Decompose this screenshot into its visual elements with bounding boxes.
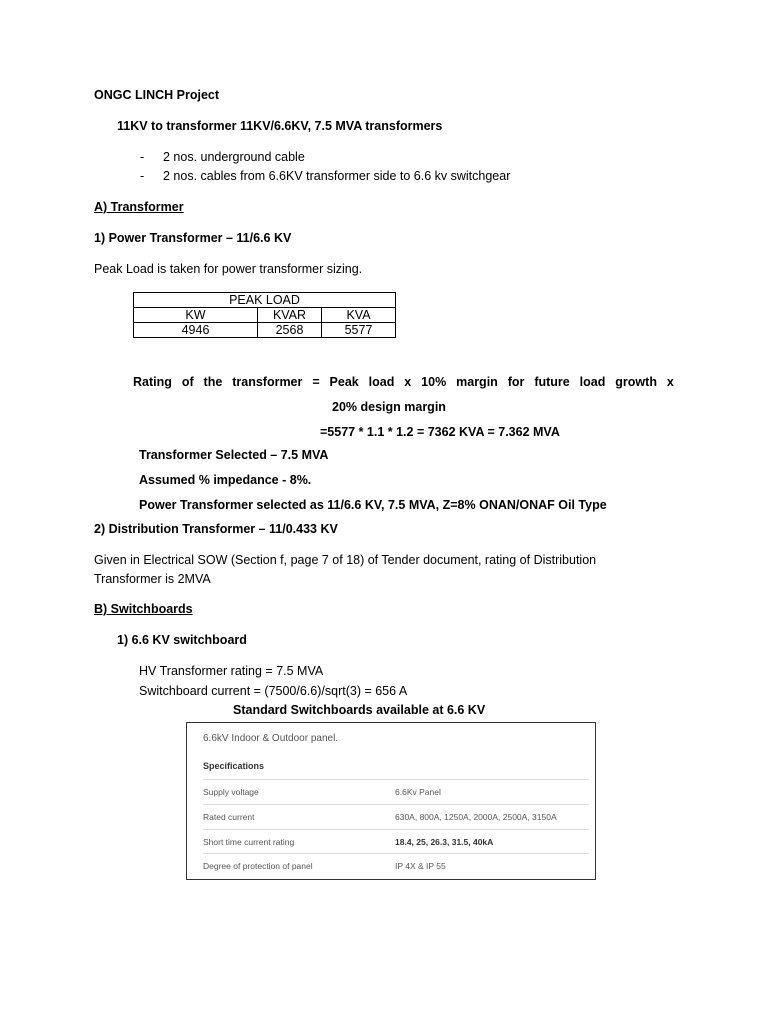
table-row [203, 779, 589, 804]
column-kw: KW [134, 308, 258, 323]
hv-rating: HV Transformer rating = 7.5 MVA [139, 664, 324, 678]
bullet-text-2: 2 nos. cables from 6.6KV transformer side to 6.6 kv switchgear [163, 169, 511, 183]
table-header-row [134, 293, 396, 308]
rating-formula-line2: 20% design margin [332, 400, 446, 414]
table-row [203, 829, 589, 854]
value-kvar: 2568 [258, 323, 322, 338]
column-kvar: KVAR [258, 308, 322, 323]
spec-panel-subtitle: Specifications [203, 761, 265, 771]
distribution-text-1: Given in Electrical SOW (Section f, page 7 of 18) of Tender document, rating of Distribution [94, 553, 597, 567]
rating-word: growth [615, 375, 657, 389]
spec-value: IP 4X & IP 55 [395, 861, 446, 871]
rating-word: Rating [133, 375, 172, 389]
spec-key: Degree of protection of panel [203, 861, 313, 871]
selected-value: 11/6.6 KV, 7.5 MVA, Z=8% ONAN/ONAF Oil Type [327, 498, 607, 512]
rating-word: x [666, 375, 674, 389]
value-kva: 5577 [322, 323, 396, 338]
spec-key: Supply voltage [203, 787, 259, 797]
table-row [134, 323, 396, 338]
table-row [203, 804, 589, 829]
spec-panel-image [186, 722, 596, 880]
rating-word: Peak [329, 375, 359, 389]
rating-formula-line [133, 375, 674, 389]
rating-word: transformer [232, 375, 303, 389]
spec-value: 630A, 800A, 1250A, 2000A, 2500A, 3150A [395, 812, 557, 822]
section-a-heading: A) Transformer [94, 200, 184, 214]
spec-panel-title: 6.6kV Indoor & Outdoor panel. [203, 733, 339, 744]
table-row [203, 853, 589, 878]
rating-word: 10% [421, 375, 447, 389]
transformer-selected: Transformer Selected – 7.5 MVA [139, 448, 329, 462]
switchboard-heading: 1) 6.6 KV switchboard [117, 633, 247, 647]
selected-prefix: Power Transformer selected as [139, 498, 328, 512]
rating-word: for [507, 375, 525, 389]
spec-value: 6.6Kv Panel [395, 787, 441, 797]
rating-calculation: =5577 * 1.1 * 1.2 = 7362 KVA = 7.362 MVA [320, 425, 560, 439]
rating-word: x [404, 375, 412, 389]
peak-load-note: Peak Load is taken for power transformer sizing. [94, 262, 363, 276]
spec-key: Short time current rating [203, 837, 295, 847]
spec-value: 18.4, 25, 26.3, 31.5, 40kA [395, 837, 494, 847]
rating-word: load [579, 375, 606, 389]
rating-word: load [368, 375, 395, 389]
rating-word: future [534, 375, 570, 389]
bullet-dash-2: - [140, 169, 145, 183]
column-kva: KVA [322, 308, 396, 323]
rating-word: = [312, 375, 320, 389]
table-header: PEAK LOAD [134, 293, 396, 308]
bullet-text-1: 2 nos. underground cable [163, 150, 305, 164]
value-kw: 4946 [134, 323, 258, 338]
doc-title: ONGC LINCH Project [94, 88, 220, 102]
distribution-text-2: Transformer is 2MVA [94, 572, 211, 586]
doc-subtitle: 11KV to transformer 11KV/6.6KV, 7.5 MVA transformers [117, 119, 443, 133]
rating-word: of [181, 375, 194, 389]
distribution-heading: 2) Distribution Transformer – 11/0.433 KV [94, 522, 338, 536]
bullet-dash-1: - [140, 150, 145, 164]
power-transformer-heading: 1) Power Transformer – 11/6.6 KV [94, 231, 292, 245]
switchboard-current: Switchboard current = (7500/6.6)/sqrt(3) = 656 A [139, 684, 408, 698]
spec-key: Rated current [203, 812, 255, 822]
rating-word: margin [456, 375, 498, 389]
standard-switchboards-heading: Standard Switchboards available at 6.6 KV [233, 703, 486, 717]
rating-word: the [203, 375, 223, 389]
table-column-row [134, 308, 396, 323]
section-b-heading: B) Switchboards [94, 602, 193, 616]
assumed-impedance: Assumed % impedance - 8%. [139, 473, 312, 487]
power-transformer-selected [139, 498, 607, 512]
peak-load-table [133, 292, 396, 338]
